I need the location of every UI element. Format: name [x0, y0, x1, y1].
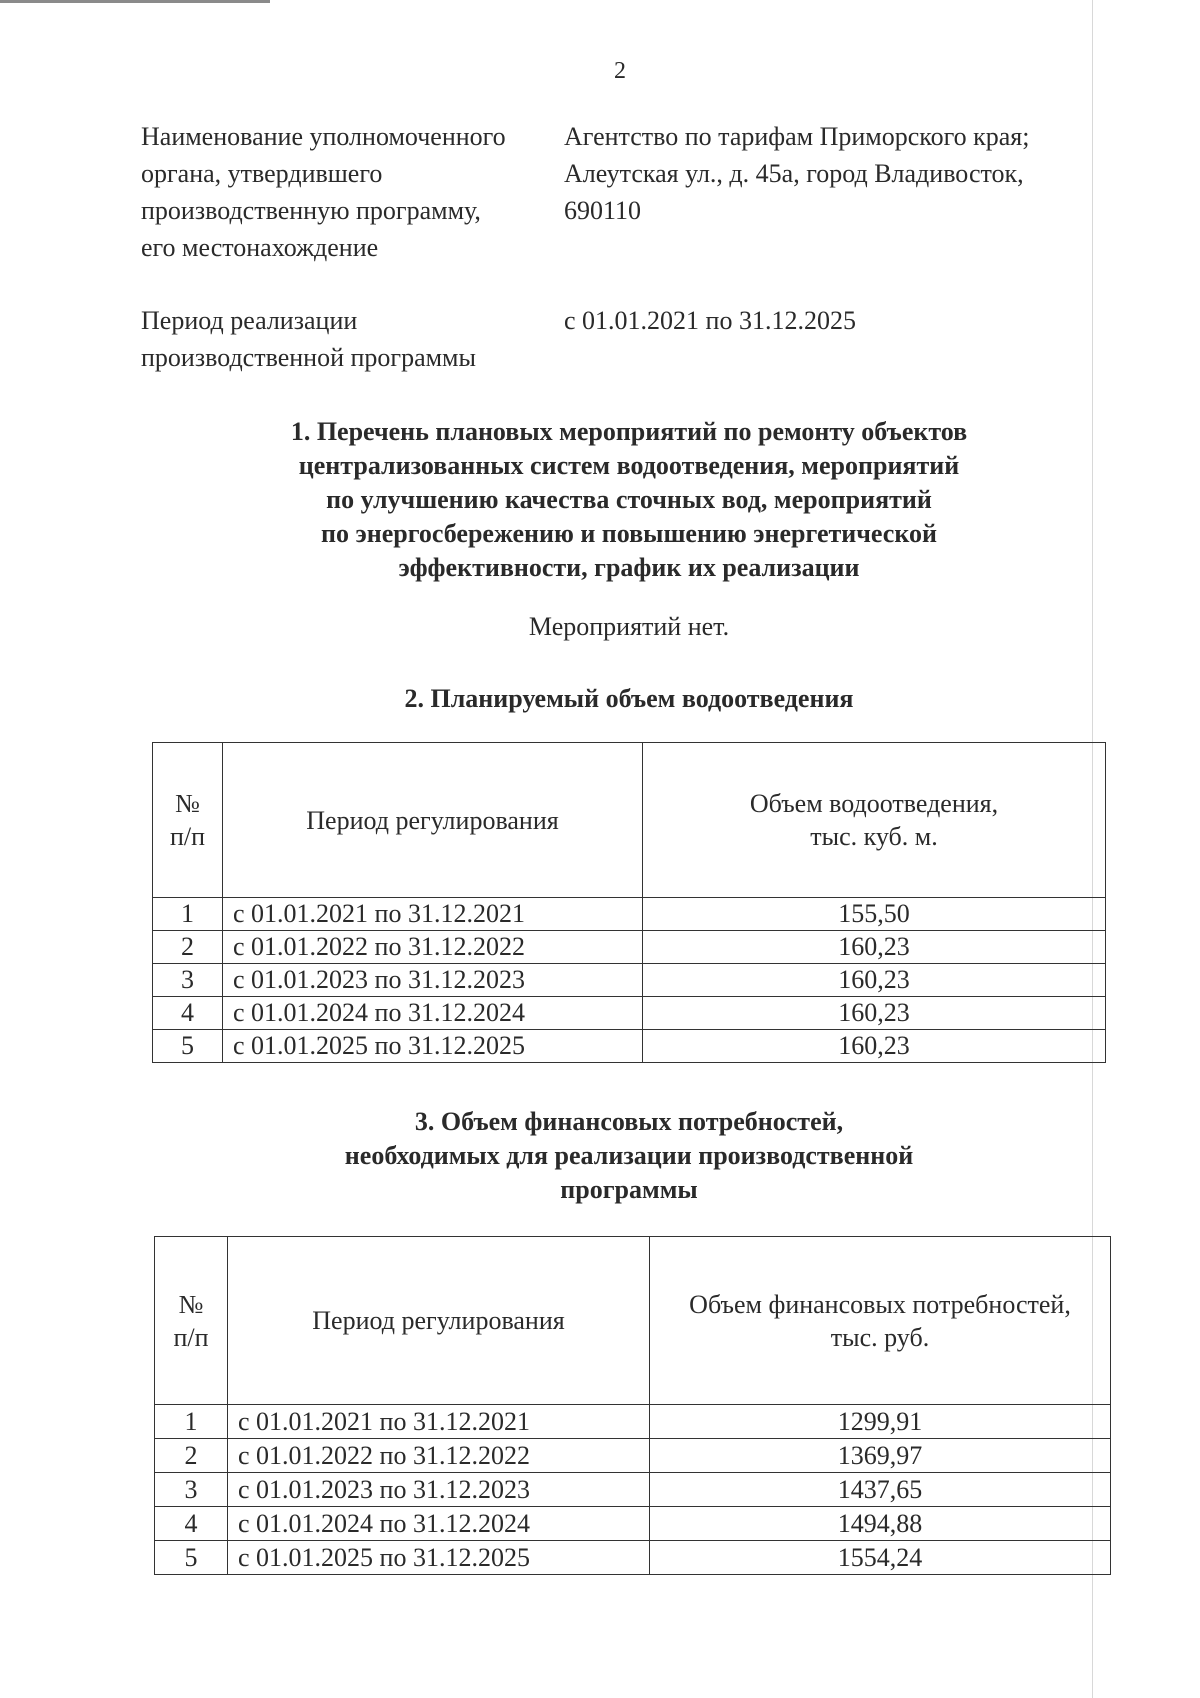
row-num: 3 — [153, 964, 223, 997]
row-num: 5 — [155, 1541, 228, 1575]
row-num: 4 — [155, 1507, 228, 1541]
row-num: 2 — [153, 931, 223, 964]
heading-line: 1. Перечень плановых мероприятий по ремонту объектов — [290, 417, 968, 446]
section3-heading — [0, 1105, 1200, 1207]
row-period: с 01.01.2023 по 31.12.2023 — [228, 1473, 650, 1507]
header-num — [155, 1237, 228, 1405]
row-value: 160,23 — [643, 1030, 1106, 1063]
row-period: с 01.01.2022 по 31.12.2022 — [228, 1439, 650, 1473]
heading-line: 3. Объем финансовых потребностей, — [414, 1107, 844, 1136]
table-header-row — [155, 1237, 1111, 1405]
row-num: 4 — [153, 997, 223, 1030]
section1-heading — [0, 415, 1200, 585]
info-period-value — [564, 302, 1084, 339]
row-value: 1369,97 — [650, 1439, 1111, 1473]
header-line: п/п — [169, 822, 206, 851]
header-line: п/п — [173, 1322, 209, 1352]
header-line: Объем финансовых потребностей, — [689, 1289, 1071, 1319]
row-period: с 01.01.2022 по 31.12.2022 — [223, 931, 643, 964]
wastewater-volume-table — [152, 742, 1106, 1063]
info-label-line: органа, утвердившего — [141, 159, 383, 188]
header-line: № — [175, 789, 200, 818]
row-period: с 01.01.2025 по 31.12.2025 — [223, 1030, 643, 1063]
info-label-line: производственной программы — [141, 343, 476, 372]
scan-artifact-top — [0, 0, 270, 3]
info-period-label — [141, 302, 561, 376]
header-line: тыс. куб. м. — [810, 822, 938, 851]
heading-line: по улучшению качества сточных вод, мероприятий — [326, 485, 932, 514]
header-period: Период регулирования — [223, 743, 643, 898]
info-authority-value — [564, 118, 1084, 229]
row-value: 1437,65 — [650, 1473, 1111, 1507]
row-value: 155,50 — [643, 898, 1106, 931]
info-label-line: производственную программу, — [141, 196, 481, 225]
header-period: Период регулирования — [228, 1237, 650, 1405]
table-row — [155, 1405, 1111, 1439]
info-label-line: Наименование уполномоченного — [141, 122, 506, 151]
table-row — [153, 931, 1106, 964]
info-value-line: Алеутская ул., д. 45а, город Владивосток, — [564, 159, 1024, 188]
row-num: 1 — [153, 898, 223, 931]
table-row — [155, 1507, 1111, 1541]
table-row — [155, 1439, 1111, 1473]
table-row — [153, 898, 1106, 931]
row-period: с 01.01.2024 по 31.12.2024 — [223, 997, 643, 1030]
info-value-line: Агентство по тарифам Приморского края; — [564, 122, 1030, 151]
heading-line: необходимых для реализации производственной — [344, 1141, 914, 1170]
row-value: 160,23 — [643, 997, 1106, 1030]
row-num: 3 — [155, 1473, 228, 1507]
row-value: 1494,88 — [650, 1507, 1111, 1541]
row-num: 1 — [155, 1405, 228, 1439]
row-value: 1554,24 — [650, 1541, 1111, 1575]
header-value — [650, 1237, 1111, 1405]
heading-line: программы — [560, 1175, 698, 1204]
info-label-line: Период реализации — [141, 306, 358, 335]
row-period: с 01.01.2025 по 31.12.2025 — [228, 1541, 650, 1575]
row-period: с 01.01.2024 по 31.12.2024 — [228, 1507, 650, 1541]
row-value: 160,23 — [643, 964, 1106, 997]
table-row — [155, 1541, 1111, 1575]
info-authority-label — [141, 118, 561, 266]
heading-line: централизованных систем водоотведения, мероприятий — [298, 451, 960, 480]
row-num: 5 — [153, 1030, 223, 1063]
table-row — [155, 1473, 1111, 1507]
section2-heading: 2. Планируемый объем водоотведения — [404, 684, 854, 713]
table-row — [153, 964, 1106, 997]
info-value-line: с 01.01.2021 по 31.12.2025 — [564, 306, 856, 335]
page-number: 2 — [614, 58, 626, 84]
header-num — [153, 743, 223, 898]
row-value: 160,23 — [643, 931, 1106, 964]
row-period: с 01.01.2023 по 31.12.2023 — [223, 964, 643, 997]
heading-line: эффективности, график их реализации — [398, 553, 860, 582]
table-row — [153, 1030, 1106, 1063]
row-period: с 01.01.2021 по 31.12.2021 — [228, 1405, 650, 1439]
heading-line: по энергосбережению и повышению энергетической — [321, 519, 937, 548]
header-line: № — [178, 1289, 204, 1319]
row-value: 1299,91 — [650, 1405, 1111, 1439]
row-num: 2 — [155, 1439, 228, 1473]
header-value — [643, 743, 1106, 898]
section1-note: Мероприятий нет. — [528, 612, 730, 641]
row-period: с 01.01.2021 по 31.12.2021 — [223, 898, 643, 931]
header-line: тыс. руб. — [830, 1322, 930, 1352]
header-line: Объем водоотведения, — [749, 789, 999, 818]
table-row — [153, 997, 1106, 1030]
info-value-line: 690110 — [564, 196, 642, 225]
table-header-row — [153, 743, 1106, 898]
info-label-line: его местонахождение — [141, 233, 379, 262]
financial-needs-table — [154, 1236, 1111, 1575]
